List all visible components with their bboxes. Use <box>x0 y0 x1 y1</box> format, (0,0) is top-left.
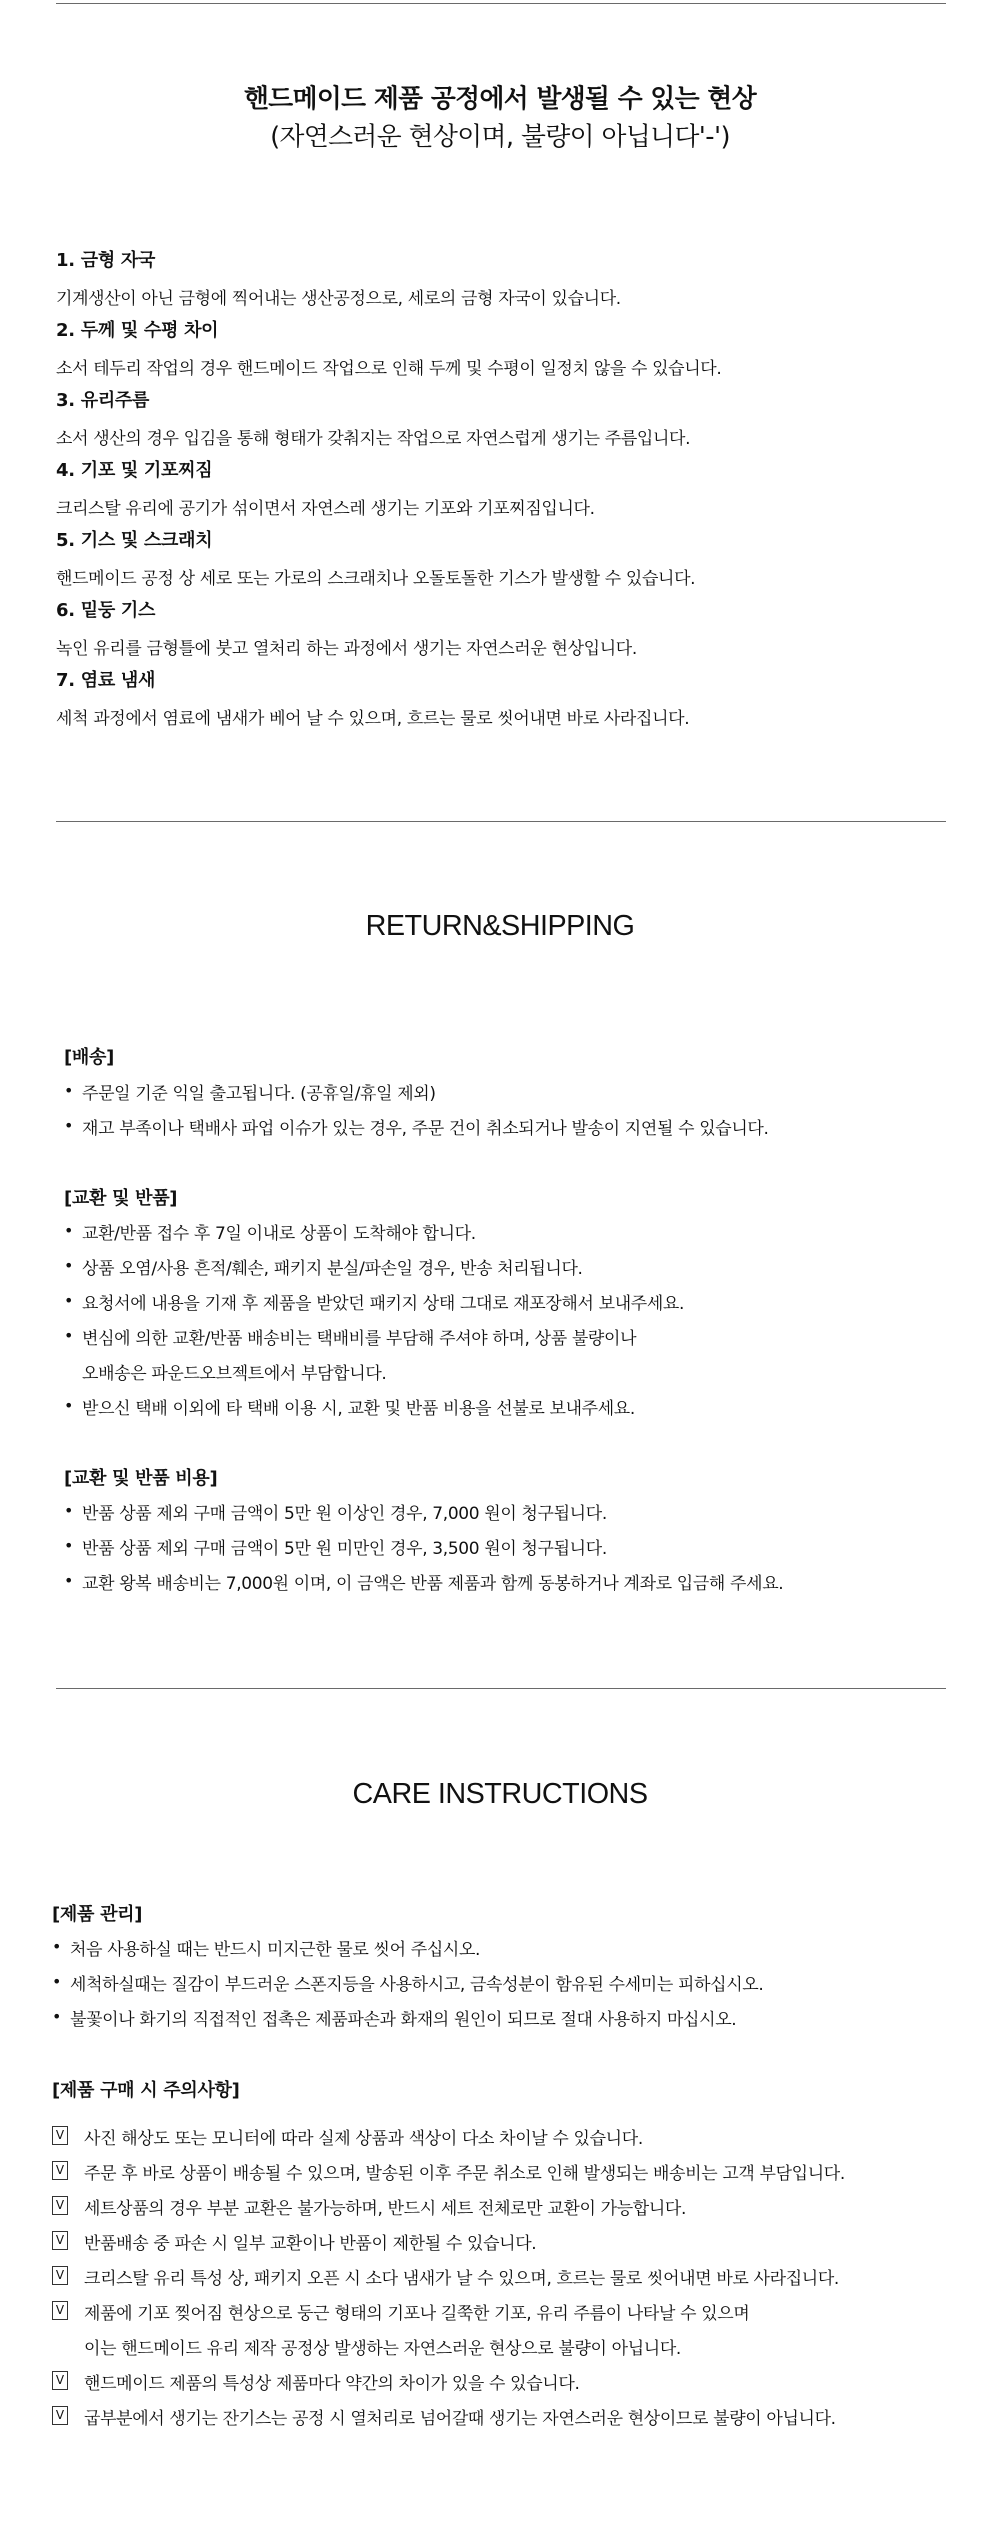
section-divider <box>56 821 946 822</box>
check-icon: V <box>52 2406 68 2425</box>
exchange-line: 받으신 택배 이외에 타 택배 이용 시, 교환 및 반품 비용을 선불로 보내주세요. <box>82 1399 635 1419</box>
phenomena-title: 핸드메이드 제품 공정에서 발생될 수 있는 현상 <box>243 84 757 114</box>
phenomena-item-desc: 세척 과정에서 염료에 냄새가 베어 날 수 있으며, 흐르는 물로 씻어내면 바로 사라집니다. <box>56 709 690 729</box>
bullet-dot: • <box>52 1937 62 1956</box>
phenomena-item-title: 3. 유리주름 <box>56 390 150 411</box>
caution-line: 사진 해상도 또는 모니터에 따라 실제 상품과 색상이 다소 차이날 수 있습니다. <box>84 2129 643 2149</box>
exchange-line: 요청서에 내용을 기재 후 제품을 받았던 패키지 상태 그대로 재포장해서 보내주세요. <box>82 1294 685 1314</box>
caution-line: 세트상품의 경우 부분 교환은 불가능하며, 반드시 세트 전체로만 교환이 가능합니다. <box>84 2199 687 2219</box>
management-line: 세척하실때는 질감이 부드러운 스폰지등을 사용하시고, 금속성분이 함유된 수세미는 피하십시오. <box>70 1975 764 1995</box>
caution-line: 핸드메이드 제품의 특성상 제품마다 약간의 차이가 있을 수 있습니다. <box>84 2374 580 2394</box>
caution-line: 반품배송 중 파손 시 일부 교환이나 반품이 제한될 수 있습니다. <box>84 2234 537 2254</box>
phenomena-subtitle: (자연스러운 현상이며, 불량이 아닙니다'-') <box>270 122 730 152</box>
bullet-dot: • <box>64 1256 74 1275</box>
shipping-line: 재고 부족이나 택배사 파업 이슈가 있는 경우, 주문 건이 취소되거나 발송이 지연될 수 있습니다. <box>82 1119 769 1139</box>
caution-line: 주문 후 바로 상품이 배송될 수 있으며, 발송된 이후 주문 취소로 인해 발생되는 배송비는 고객 부담입니다. <box>84 2164 845 2184</box>
phenomena-item-title: 2. 두께 및 수평 차이 <box>56 320 219 341</box>
shipping-heading: [배송] <box>64 1047 115 1068</box>
phenomena-item-desc: 소서 테두리 작업의 경우 핸드메이드 작업으로 인해 두께 및 수평이 일정치 않을 수 있습니다. <box>56 359 722 379</box>
shipping-line: 주문일 기준 익일 출고됩니다. (공휴일/휴일 제외) <box>82 1084 436 1104</box>
phenomena-item-title: 5. 기스 및 스크래치 <box>56 530 213 551</box>
exchange-heading: [교환 및 반품] <box>64 1188 178 1209</box>
bullet-dot: • <box>64 1291 74 1310</box>
section-divider <box>56 1688 946 1689</box>
phenomena-item-desc: 녹인 유리를 금형틀에 붓고 열처리 하는 과정에서 생기는 자연스러운 현상입니다. <box>56 639 637 659</box>
bullet-dot: • <box>64 1571 74 1590</box>
caution-line: 제품에 기포 찢어짐 현상으로 둥근 형태의 기포나 길쭉한 기포, 유리 주름이 나타날 수 있으며 <box>84 2304 750 2324</box>
exchange-line: 교환/반품 접수 후 7일 이내로 상품이 도착해야 합니다. <box>82 1224 476 1244</box>
cost-line: 반품 상품 제외 구매 금액이 5만 원 이상인 경우, 7,000 원이 청구됩니다. <box>82 1504 607 1524</box>
phenomena-item-desc: 핸드메이드 공정 상 세로 또는 가로의 스크래치나 오돌토돌한 기스가 발생할 수 있습니다. <box>56 569 696 589</box>
cost-heading: [교환 및 반품 비용] <box>64 1468 218 1489</box>
bullet-dot: • <box>64 1326 74 1345</box>
bullet-dot: • <box>64 1081 74 1100</box>
phenomena-item-desc: 기계생산이 아닌 금형에 찍어내는 생산공정으로, 세로의 금형 자국이 있습니다. <box>56 289 621 309</box>
care-title: CARE INSTRUCTIONS <box>352 1778 648 1810</box>
cost-line: 반품 상품 제외 구매 금액이 5만 원 미만인 경우, 3,500 원이 청구됩니다. <box>82 1539 607 1559</box>
check-icon: V <box>52 2196 68 2215</box>
cost-line: 교환 왕복 배송비는 7,000원 이며, 이 금액은 반품 제품과 함께 동봉하거나 계좌로 입금해 주세요. <box>82 1574 784 1594</box>
management-line: 처음 사용하실 때는 반드시 미지근한 물로 씻어 주십시오. <box>70 1940 481 1960</box>
bullet-dot: • <box>64 1221 74 1240</box>
top-divider <box>56 3 946 4</box>
exchange-line-continued: 오배송은 파운드오브젝트에서 부담합니다. <box>82 1364 387 1384</box>
check-icon: V <box>52 2301 68 2320</box>
check-icon: V <box>52 2266 68 2285</box>
management-heading: [제품 관리] <box>52 1904 143 1925</box>
bullet-dot: • <box>64 1396 74 1415</box>
bullet-dot: • <box>64 1501 74 1520</box>
check-icon: V <box>52 2231 68 2250</box>
caution-line: 굽부분에서 생기는 잔기스는 공정 시 열처리로 넘어갈때 생기는 자연스러운 현상이므로 불량이 아닙니다. <box>84 2409 836 2429</box>
caution-line: 크리스탈 유리 특성 상, 패키지 오픈 시 소다 냄새가 날 수 있으며, 흐르는 물로 씻어내면 바로 사라집니다. <box>84 2269 839 2289</box>
bullet-dot: • <box>52 1972 62 1991</box>
bullet-dot: • <box>64 1116 74 1135</box>
bullet-dot: • <box>52 2007 62 2026</box>
phenomena-item-title: 7. 염료 냄새 <box>56 670 156 691</box>
bullet-dot: • <box>64 1536 74 1555</box>
phenomena-item-title: 1. 금형 자국 <box>56 250 156 271</box>
caution-heading: [제품 구매 시 주의사항] <box>52 2080 240 2101</box>
exchange-line: 상품 오염/사용 흔적/훼손, 패키지 분실/파손일 경우, 반송 처리됩니다. <box>82 1259 583 1279</box>
phenomena-item-desc: 소서 생산의 경우 입김을 통해 형태가 갖춰지는 작업으로 자연스럽게 생기는 주름입니다. <box>56 429 691 449</box>
phenomena-item-title: 6. 밑둥 기스 <box>56 600 156 621</box>
check-icon: V <box>52 2126 68 2145</box>
phenomena-item-desc: 크리스탈 유리에 공기가 섞이면서 자연스레 생기는 기포와 기포찌짐입니다. <box>56 499 595 519</box>
return-shipping-title: RETURN&SHIPPING <box>365 910 635 942</box>
caution-line-continued: 이는 핸드메이드 유리 제작 공정상 발생하는 자연스러운 현상으로 불량이 아닙니다. <box>84 2339 681 2359</box>
check-icon: V <box>52 2161 68 2180</box>
management-line: 불꽃이나 화기의 직접적인 접촉은 제품파손과 화재의 원인이 되므로 절대 사용하지 마십시오. <box>70 2010 737 2030</box>
phenomena-item-title: 4. 기포 및 기포찌짐 <box>56 460 213 481</box>
exchange-line: 변심에 의한 교환/반품 배송비는 택배비를 부담해 주셔야 하며, 상품 불량이나 <box>82 1329 637 1349</box>
check-icon: V <box>52 2371 68 2390</box>
